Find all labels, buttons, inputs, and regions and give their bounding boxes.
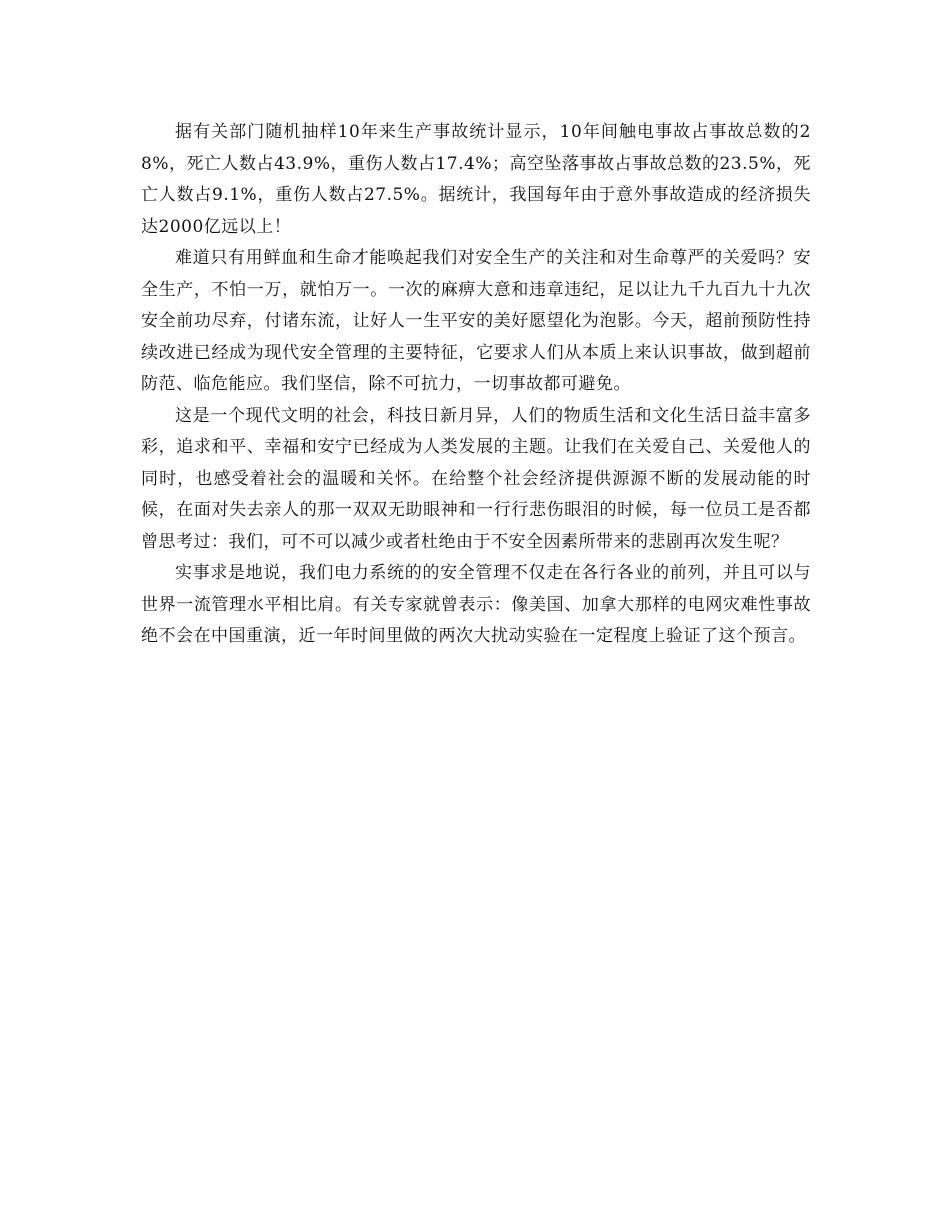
document-body xyxy=(141,117,811,653)
paragraph-power-system-safety: 实事求是地说，我们电力系统的的安全管理不仅走在各行各业的前列，并且可以与世界一流管理水平相比肩。有关专家就曾表示：像美国、加拿大那样的电网灾难性事故绝不会在中国重演，近一年时间里做的两次大扰动实验在一定程度上验证了这个预言。 xyxy=(141,563,811,646)
paragraph-safety-awareness: 难道只有用鲜血和生命才能唤起我们对安全生产的关注和对生命尊严的关爱吗？安全生产，不怕一万，就怕万一。一次的麻痹大意和违章违纪，足以让九千九百九十九次安全前功尽弃，付诸东流，让好人一生平安的美好愿望化为泡影。今天，超前预防性持续改进已经成为现代安全管理的主要特征，它要求人们从本质上来认识事故，做到超前防范、临危能应。我们坚信，除不可抗力，一切事故都可避免。 xyxy=(141,248,811,394)
paragraph-modern-society: 这是一个现代文明的社会，科技日新月异，人们的物质生活和文化生活日益丰富多彩，追求和平、幸福和安宁已经成为人类发展的主题。让我们在关爱自己、关爱他人的同时，也感受着社会的温暖和关怀。在给整个社会经济提供源源不断的发展动能的时候，在面对失去亲人的那一双双无助眼神和一行行悲伤眼泪的时候，每一位员工是否都曾思考过：我们，可不可以减少或者杜绝由于不安全因素所带来的悲剧再次发生呢？ xyxy=(141,405,811,552)
paragraph-accident-statistics: 据有关部门随机抽样10年来生产事故统计显示，10年间触电事故占事故总数的28%，死亡人数占43.9%，重伤人数占17.4%；高空坠落事故占事故总数的23.5%，死亡人数占9.1%，重伤人数占27.5%。据统计，我国每年由于意外事故造成的经济损失达2000亿远以上！ xyxy=(141,122,811,237)
